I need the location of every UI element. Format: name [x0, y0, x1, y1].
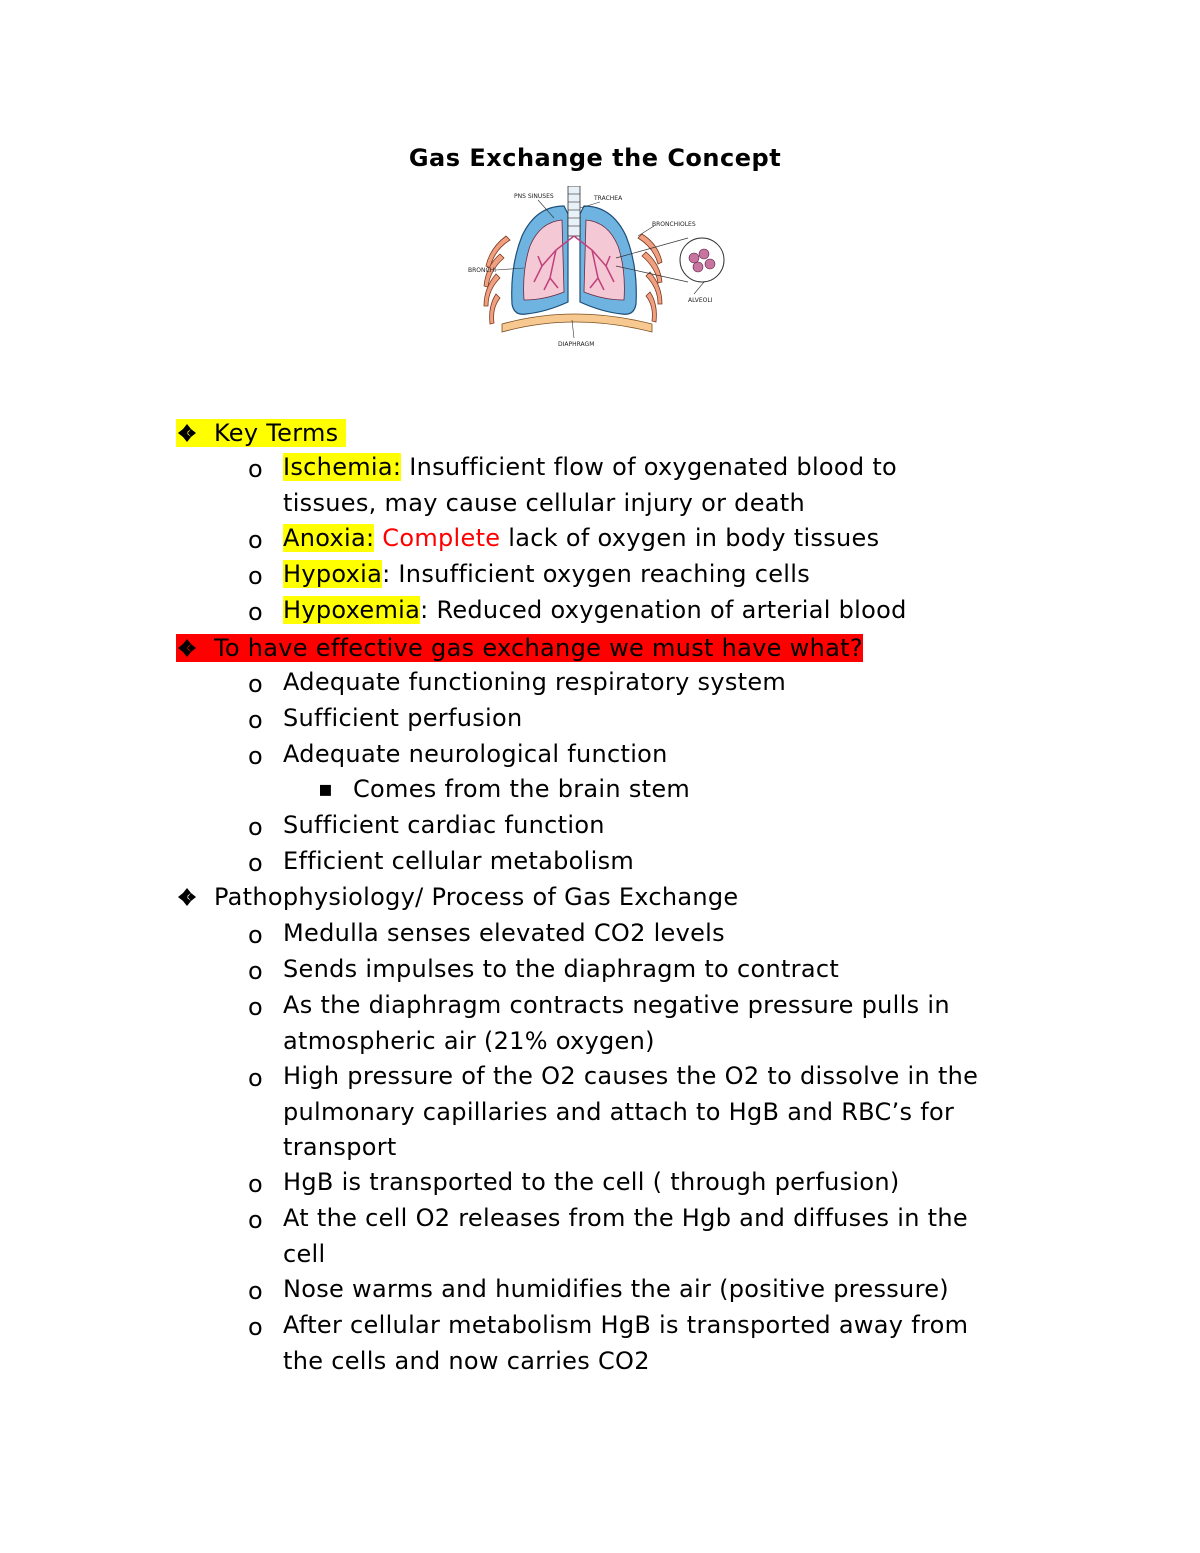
- diamond-bullet-icon: [176, 422, 198, 444]
- section-heading-effective-gas-exchange: [176, 630, 863, 666]
- figure-label: PNS SINUSES: [514, 193, 554, 200]
- trachea: [568, 186, 580, 236]
- list-bullet: o: [248, 1277, 263, 1305]
- heading-text: Pathophysiology/ Process of Gas Exchange: [213, 883, 739, 911]
- list-bullet: o: [248, 742, 263, 770]
- diamond-bullet-icon: [176, 637, 198, 659]
- list-bullet: o: [248, 562, 263, 590]
- list-item: Nose warms and humidifies the air (positive pressure): [283, 1275, 949, 1303]
- term-hypoxia: Hypoxia: [283, 560, 383, 588]
- list-bullet: o: [248, 706, 263, 734]
- emphasis-text: Complete: [382, 524, 501, 552]
- definition-text: : Reduced oxygenation of arterial blood: [420, 596, 907, 624]
- list-item: [283, 520, 879, 556]
- list-item: Adequate functioning respiratory system: [283, 668, 787, 696]
- page-title: Gas Exchange the Concept: [408, 144, 782, 172]
- term-ischemia: Ischemia:: [283, 453, 402, 481]
- list-item: Sufficient perfusion: [283, 704, 523, 732]
- list-bullet: o: [248, 813, 263, 841]
- list-bullet: o: [248, 957, 263, 985]
- list-bullet: o: [248, 921, 263, 949]
- definition-text: Insufficient flow of oxygenated blood to: [401, 453, 898, 481]
- list-item: [283, 556, 810, 592]
- term-anoxia: Anoxia:: [283, 524, 375, 552]
- heading-highlight: [176, 634, 863, 662]
- definition-text: lack of oxygen in body tissues: [500, 524, 880, 552]
- list-item: Efficient cellular metabolism: [283, 847, 635, 875]
- figure-label: DIAPHRAGM: [558, 341, 595, 348]
- figure-label: BRONCHI: [468, 267, 496, 274]
- figure-label: BRONCHIOLES: [652, 221, 696, 228]
- figure-label: ALVEOLI: [688, 297, 713, 304]
- list-bullet: o: [248, 849, 263, 877]
- list-bullet: o: [248, 1170, 263, 1198]
- list-item-continuation: cell: [283, 1240, 326, 1268]
- list-bullet: o: [248, 526, 263, 554]
- list-bullet: o: [248, 1313, 263, 1341]
- list-item: Sufficient cardiac function: [283, 811, 605, 839]
- heading-text: To have effective gas exchange we must have what?: [213, 634, 863, 662]
- list-item-continuation: transport: [283, 1133, 397, 1161]
- ribs-right: [638, 234, 662, 322]
- heading-text: Key Terms: [213, 419, 339, 447]
- list-bullet: o: [248, 1206, 263, 1234]
- section-heading-pathophysiology: [176, 879, 739, 915]
- list-bullet: o: [248, 455, 263, 483]
- list-bullet: o: [248, 598, 263, 626]
- sub-list-item: Comes from the brain stem: [353, 775, 691, 803]
- sub-bullet: ▪: [318, 777, 333, 802]
- list-item: As the diaphragm contracts negative pressure pulls in: [283, 991, 950, 1019]
- list-item: Adequate neurological function: [283, 740, 668, 768]
- section-heading-key-terms: [176, 415, 346, 451]
- diamond-bullet-icon: [176, 886, 198, 908]
- list-item: Medulla senses elevated CO2 levels: [283, 919, 725, 947]
- term-hypoxemia: Hypoxemia: [283, 596, 421, 624]
- list-item: [283, 592, 907, 628]
- lungs-illustration: [466, 186, 730, 356]
- list-item: After cellular metabolism HgB is transported away from: [283, 1311, 969, 1339]
- list-item-continuation: tissues, may cause cellular injury or death: [283, 489, 805, 517]
- list-item: [283, 449, 897, 485]
- list-bullet: o: [248, 670, 263, 698]
- list-item: At the cell O2 releases from the Hgb and diffuses in the: [283, 1204, 968, 1232]
- figure-label: TRACHEA: [594, 195, 623, 202]
- heading-highlight: [176, 419, 346, 447]
- list-item-continuation: atmospheric air (21% oxygen): [283, 1027, 655, 1055]
- definition-text: : Insufficient oxygen reaching cells: [382, 560, 811, 588]
- list-item-continuation: pulmonary capillaries and attach to HgB and RBC’s for: [283, 1098, 955, 1126]
- list-item: High pressure of the O2 causes the O2 to dissolve in the: [283, 1062, 979, 1090]
- list-bullet: o: [248, 993, 263, 1021]
- list-item: Sends impulses to the diaphragm to contract: [283, 955, 840, 983]
- diaphragm: [502, 314, 652, 332]
- ribs-left: [484, 236, 510, 324]
- list-item: HgB is transported to the cell ( through perfusion): [283, 1168, 900, 1196]
- list-bullet: o: [248, 1064, 263, 1092]
- list-item-continuation: the cells and now carries CO2: [283, 1347, 650, 1375]
